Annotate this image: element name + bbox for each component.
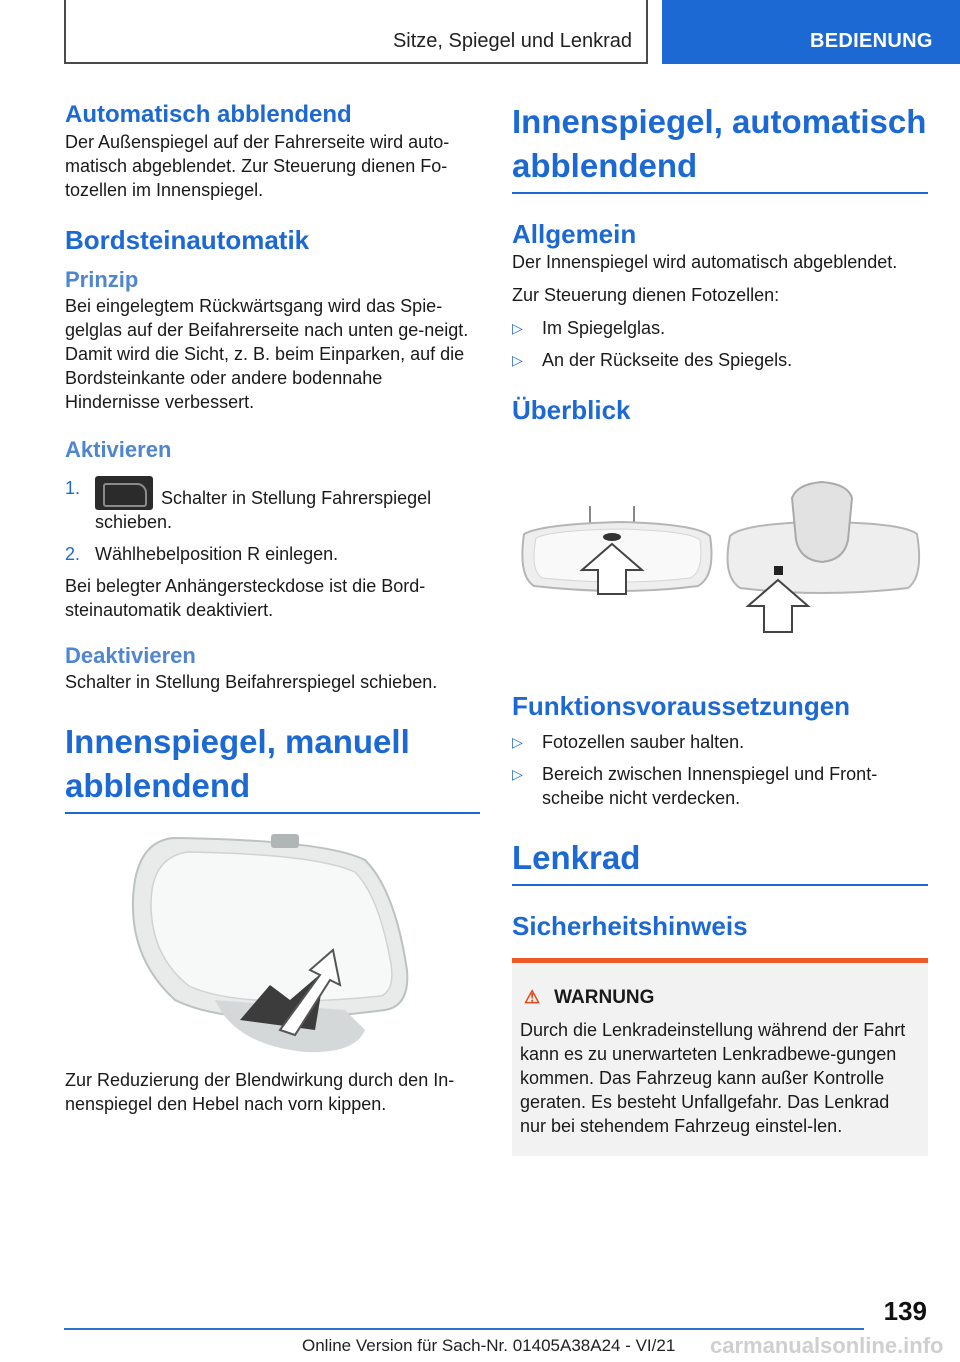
- step-text: Schalter in Stellung Fahrerspiegel schieben.: [95, 488, 432, 532]
- overview-illustration: [512, 436, 928, 660]
- chapter-tab[interactable]: BEDIENUNG: [662, 0, 960, 64]
- step-number: 1.: [65, 478, 81, 498]
- deactivate-heading: Deaktivieren: [65, 643, 196, 668]
- list-item: [512, 348, 928, 372]
- auto-dim-text: Der Außenspiegel auf der Fahrerseite wird auto-matisch abgeblendet. Zur Steuerung dienen Fo-tozellen im Innenspiegel.: [65, 132, 450, 200]
- activate-step-1: [65, 476, 480, 534]
- section-title: Sitze, Spiegel und Lenkrad: [392, 30, 632, 52]
- warning-title: WARNUNG: [554, 987, 655, 1008]
- warning-text: Durch die Lenkradeinstellung während der Fahrt kann es zu unerwarteten Lenkradbewe-gungen kommen. Das Fahrzeug kann außer Kontrolle geraten. Es besteht Unfallgefahr. Das Lenkrad nur bei stehendem Fahrzeug einstel-len.: [520, 1020, 906, 1136]
- requirements-heading: Funktionsvoraussetzungen: [512, 691, 851, 721]
- warning-box: [512, 958, 928, 1156]
- list-item-text: Fotozellen sauber halten.: [542, 732, 745, 752]
- activate-steps: [65, 476, 480, 566]
- right-column: [512, 100, 928, 1156]
- auto-dim-heading: Automatisch abblendend: [65, 101, 352, 128]
- header-section-box: [64, 0, 648, 64]
- activate-heading: Aktivieren: [65, 437, 172, 462]
- steering-heading: Lenkrad: [512, 836, 928, 886]
- mirror-switch-icon: [95, 476, 153, 510]
- activate-step-2: [65, 542, 480, 566]
- triangle-bullet-icon: ▷: [512, 734, 523, 750]
- control-text: Zur Steuerung dienen Fotozellen:: [512, 285, 780, 305]
- overview-heading: Überblick: [512, 395, 631, 425]
- general-heading: Allgemein: [512, 219, 637, 249]
- triangle-bullet-icon: ▷: [512, 766, 523, 782]
- triangle-bullet-icon: ▷: [512, 352, 523, 368]
- trailer-note: Bei belegter Anhängersteckdose ist die Bord-steinautomatik deaktiviert.: [65, 576, 426, 620]
- left-column: [65, 100, 480, 1125]
- list-item: [512, 316, 928, 340]
- step-text: Wählhebelposition R einlegen.: [95, 544, 339, 564]
- footer-divider: [64, 1328, 864, 1330]
- requirements-items: [512, 730, 928, 810]
- step-number: 2.: [65, 544, 81, 564]
- curb-heading: Bordsteinautomatik: [65, 225, 310, 255]
- list-item: [512, 730, 928, 754]
- warning-triangle-icon: ⚠: [524, 987, 541, 1007]
- manual-mirror-illustration: [65, 830, 480, 1068]
- safety-heading: Sicherheitshinweis: [512, 911, 748, 941]
- list-item-text: Im Spiegelglas.: [542, 318, 666, 338]
- control-items: [512, 316, 928, 372]
- online-version-note: Online Version für Sach-Nr. 01405A38A24 - VI/21: [302, 1336, 676, 1355]
- warning-header: [520, 985, 920, 1010]
- principle-heading: Prinzip: [65, 267, 139, 292]
- manual-mirror-text: Zur Reduzierung der Blendwirkung durch den In-nenspiegel den Hebel nach vorn kippen.: [65, 1070, 455, 1114]
- watermark: carmanualsonline.info: [710, 1333, 944, 1358]
- triangle-bullet-icon: ▷: [512, 320, 523, 336]
- deactivate-text: Schalter in Stellung Beifahrerspiegel schieben.: [65, 672, 438, 692]
- list-item-text: Bereich zwischen Innenspiegel und Front-scheibe nicht verdecken.: [542, 764, 878, 808]
- page-number: 139: [883, 1296, 927, 1326]
- manual-mirror-heading: Innenspiegel, manuell abblendend: [65, 720, 480, 814]
- general-text: Der Innenspiegel wird automatisch abgeblendet.: [512, 252, 898, 272]
- auto-mirror-heading: Innenspiegel, automatisch abblendend: [512, 100, 928, 194]
- principle-text: Bei eingelegtem Rückwärtsgang wird das Spie-gelglas auf der Beifahrerseite nach unten ge-neigt. Damit wird die Sicht, z. B. beim Einparken, auf die Bordsteinkante oder andere bodennahe Hindernisse verbessert.: [65, 296, 469, 412]
- list-item: [512, 762, 928, 810]
- list-item-text: An der Rückseite des Spiegels.: [542, 350, 793, 370]
